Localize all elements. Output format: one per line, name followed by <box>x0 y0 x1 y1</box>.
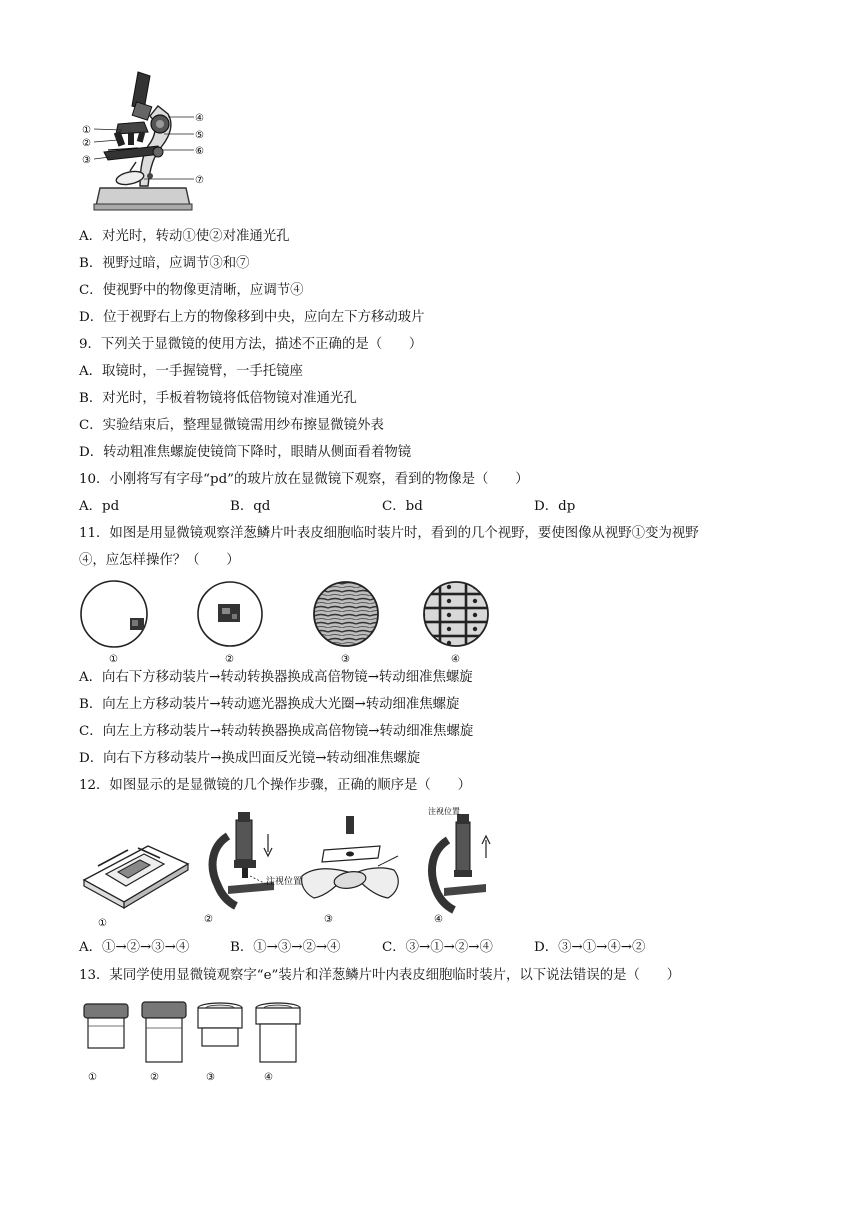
q10-option-d: D．dp <box>534 499 576 514</box>
q10-stem: 10．小刚将写有字母“pd”的玻片放在显微镜下观察，看到的物像是（ ） <box>79 472 529 487</box>
q13-fig-label-3: ③ <box>206 1072 215 1083</box>
field-of-view-1 <box>81 581 147 647</box>
q11-stem-line1: 11．如图是用显微镜观察洋葱鳞片叶表皮细胞临时装片时，看到的几个视野，要使图像从视野①变为视野 <box>79 526 699 541</box>
fig8-label-1: ① <box>82 125 91 136</box>
step-4-annotation: 注视位置 <box>428 807 460 816</box>
q12-fig-label-4: ④ <box>434 914 443 925</box>
lens-3-drawing <box>198 1003 242 1046</box>
q9-option-d: D．转动粗准焦螺旋使镜筒下降时，眼睛从侧面看着物镜 <box>79 445 412 460</box>
q12-option-c: C．③→①→②→④ <box>382 940 493 955</box>
q9-option-b: B．对光时，手板着物镜将低倍物镜对准通光孔 <box>79 391 357 406</box>
q11-fig-label-4: ④ <box>451 654 460 665</box>
q12-option-b: B．①→③→②→④ <box>230 940 341 955</box>
step-4-drawing <box>432 814 490 910</box>
fig8-label-6: ⑥ <box>195 146 204 157</box>
fig8-label-2: ② <box>82 138 91 149</box>
q9-stem: 9．下列关于显微镜的使用方法，描述不正确的是（ ） <box>79 337 423 352</box>
q11-option-a: A．向右下方移动装片→转动转换器换成高倍物镜→转动细准焦螺旋 <box>79 670 473 685</box>
lens-4-drawing <box>256 1003 300 1062</box>
q8-option-b: B．视野过暗，应调节③和⑦ <box>79 256 250 271</box>
q13-fig-label-1: ① <box>88 1072 97 1083</box>
q13-fig-label-4: ④ <box>264 1072 273 1083</box>
microscope-fields-of-view-figure <box>76 580 516 666</box>
q11-option-b: B．向左上方移动装片→转动遮光器换成大光圈→转动细准焦螺旋 <box>79 697 460 712</box>
q10-option-b: B．qd <box>230 499 271 514</box>
q8-option-a: A．对光时，转动①使②对准通光孔 <box>79 229 290 244</box>
lens-1-drawing <box>84 1004 128 1048</box>
lens-2-drawing <box>142 1002 186 1062</box>
q13-stem: 13．某同学使用显微镜观察字“e”装片和洋葱鳞片叶内表皮细胞临时装片，以下说法错误的是（ ） <box>79 968 681 983</box>
step-1-drawing <box>84 846 188 908</box>
q11-fig-label-2: ② <box>225 654 234 665</box>
q11-fig-label-1: ① <box>109 654 118 665</box>
step-2-drawing <box>213 812 274 906</box>
lens-figure <box>78 998 308 1084</box>
step-3-drawing <box>302 816 399 898</box>
q11-stem-line2: ④，应怎样操作？（ ） <box>79 553 240 568</box>
fig8-label-3: ③ <box>82 155 91 166</box>
q11-option-c: C．向左上方移动装片→转动转换器换成高倍物镜→转动细准焦螺旋 <box>79 724 474 739</box>
microscope-figure <box>78 66 218 218</box>
q12-option-a: A．①→②→③→④ <box>79 940 190 955</box>
fig8-label-7: ⑦ <box>195 175 204 186</box>
q12-fig-label-3: ③ <box>324 914 333 925</box>
q13-fig-label-2: ② <box>150 1072 159 1083</box>
step-2-annotation: 注视位置 <box>266 876 303 886</box>
q12-fig-label-2: ② <box>204 914 213 925</box>
q12-fig-label-1: ① <box>98 918 107 929</box>
q10-option-c: C．bd <box>382 499 423 514</box>
q11-option-d: D．向右下方移动装片→换成凹面反光镜→转动细准焦螺旋 <box>79 751 421 766</box>
q10-option-a: A．pd <box>79 499 120 514</box>
fig8-label-4: ④ <box>195 113 204 124</box>
q12-stem: 12．如图显示的是显微镜的几个操作步骤，正确的顺序是（ ） <box>79 778 471 793</box>
q8-option-d: D．位于视野右上方的物像移到中央，应向左下方移动玻片 <box>79 310 425 325</box>
fig8-label-5: ⑤ <box>195 130 204 141</box>
q11-fig-label-3: ③ <box>341 654 350 665</box>
q9-option-c: C．实验结束后，整理显微镜需用纱布擦显微镜外表 <box>79 418 384 433</box>
q12-option-d: D．③→①→④→② <box>534 940 646 955</box>
q9-option-a: A．取镜时，一手握镜臂，一手托镜座 <box>79 364 303 379</box>
microscope-operation-steps-figure <box>78 806 498 932</box>
q8-option-c: C．使视野中的物像更清晰，应调节④ <box>79 283 304 298</box>
